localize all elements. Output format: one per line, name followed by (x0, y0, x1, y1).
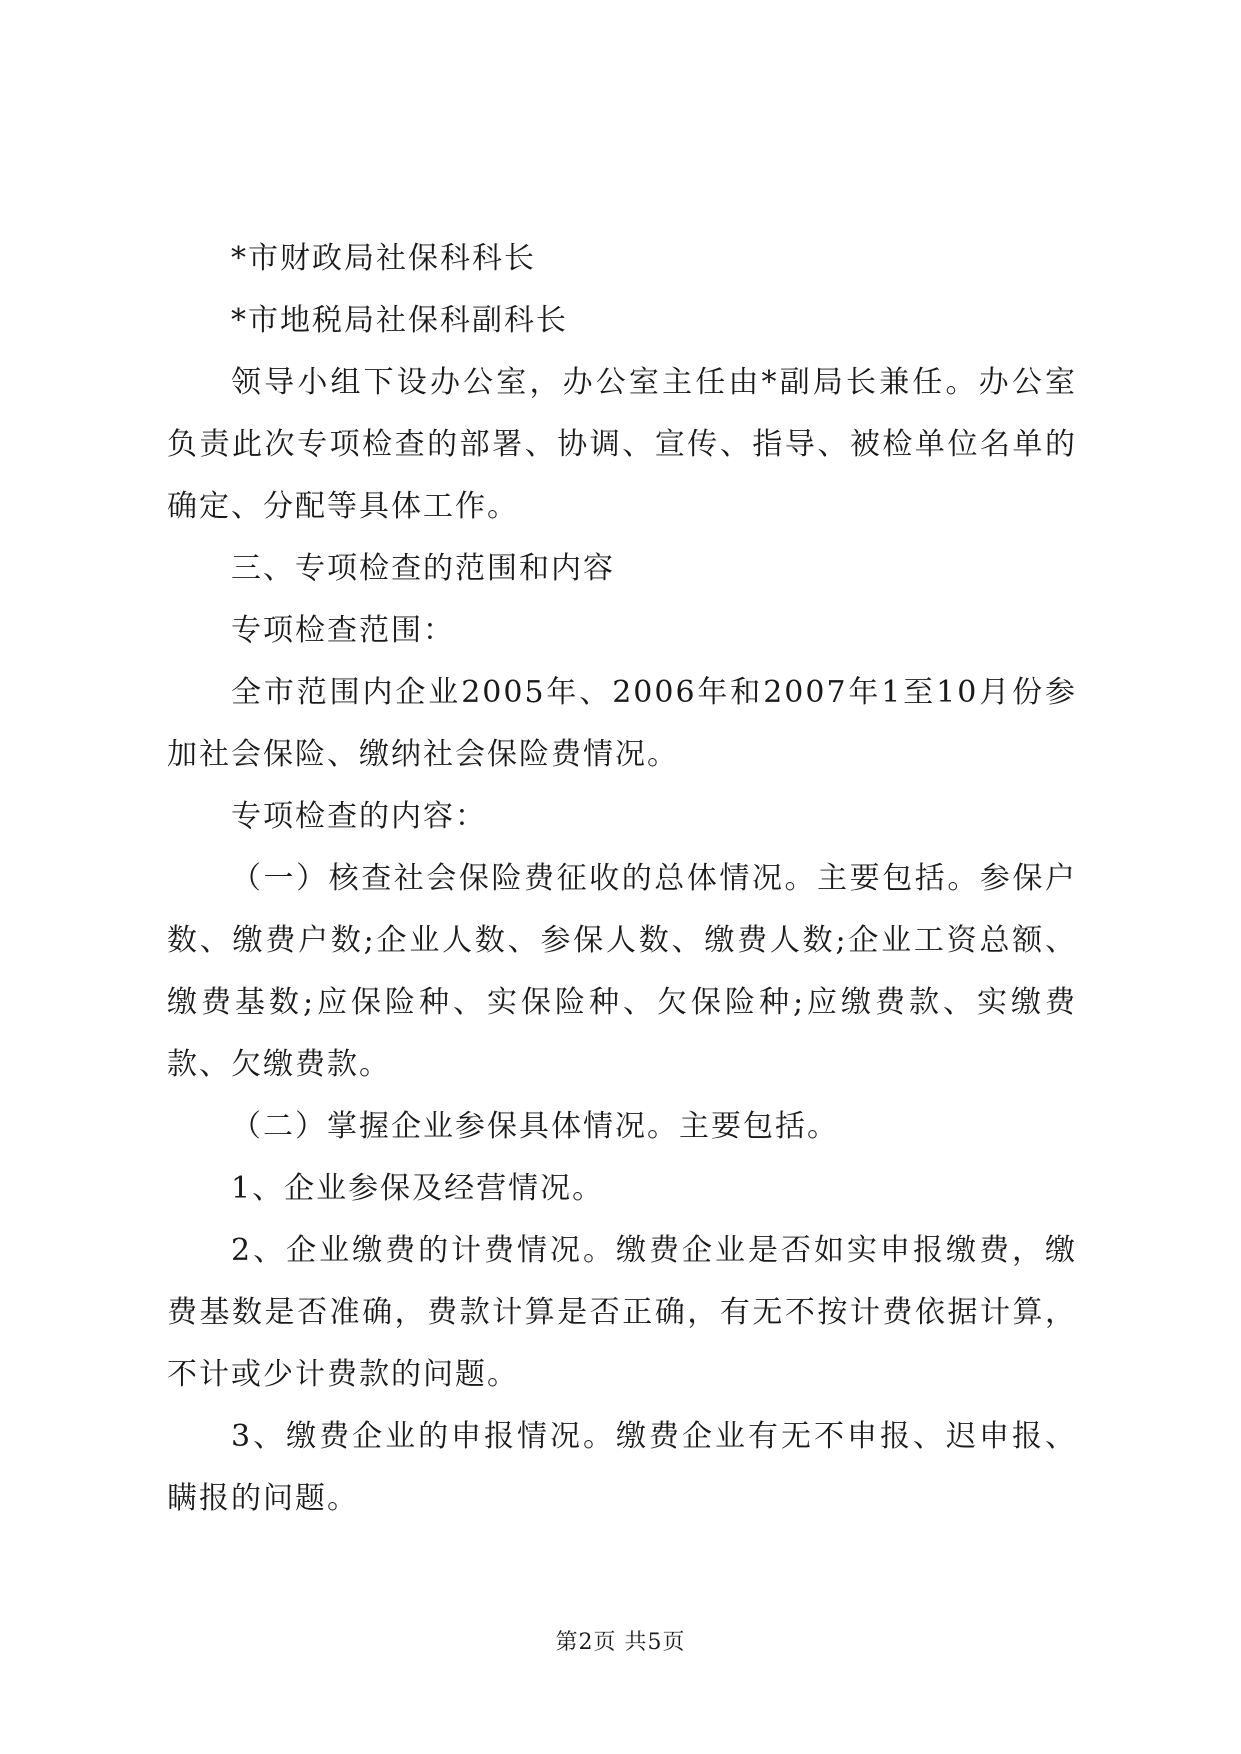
paragraph-subitem-1: 1、企业参保及经营情况。 (231, 1171, 605, 1206)
document-body (167, 228, 1077, 1530)
paragraph-1: *市财政局社保科科长 (231, 241, 536, 276)
page-footer: 第2页 共5页 (555, 1630, 686, 1655)
paragraph-item-1: （一）核查社会保险费征收的总体情况。主要包括。参保户数、缴费户数;企业人数、参保人数、缴费人数;企业工资总额、缴费基数;应保险种、实保险种、欠保险种;应缴费款、实缴费款、欠缴费款。 (167, 861, 1077, 1082)
paragraph-scope-title: 专项检查范围： (231, 613, 455, 648)
paragraph-item-2: （二）掌握企业参保具体情况。主要包括。 (231, 1109, 839, 1144)
paragraph-3: 领导小组下设办公室，办公室主任由*副局长兼任。办公室负责此次专项检查的部署、协调、宣传、指导、被检单位名单的确定、分配等具体工作。 (167, 365, 1077, 524)
paragraph-subitem-2: 2、企业缴费的计费情况。缴费企业是否如实申报缴费，缴费基数是否准确，费款计算是否正确，有无不按计费依据计算，不计或少计费款的问题。 (167, 1233, 1077, 1392)
paragraph-2: *市地税局社保科副科长 (231, 303, 568, 338)
paragraph-content-title: 专项检查的内容： (231, 799, 487, 834)
paragraph-scope: 全市范围内企业2005年、2006年和2007年1至10月份参加社会保险、缴纳社会保险费情况。 (167, 675, 1077, 772)
section-heading: 三、专项检查的范围和内容 (231, 551, 615, 586)
paragraph-subitem-3: 3、缴费企业的申报情况。缴费企业有无不申报、迟申报、瞒报的问题。 (167, 1419, 1077, 1516)
